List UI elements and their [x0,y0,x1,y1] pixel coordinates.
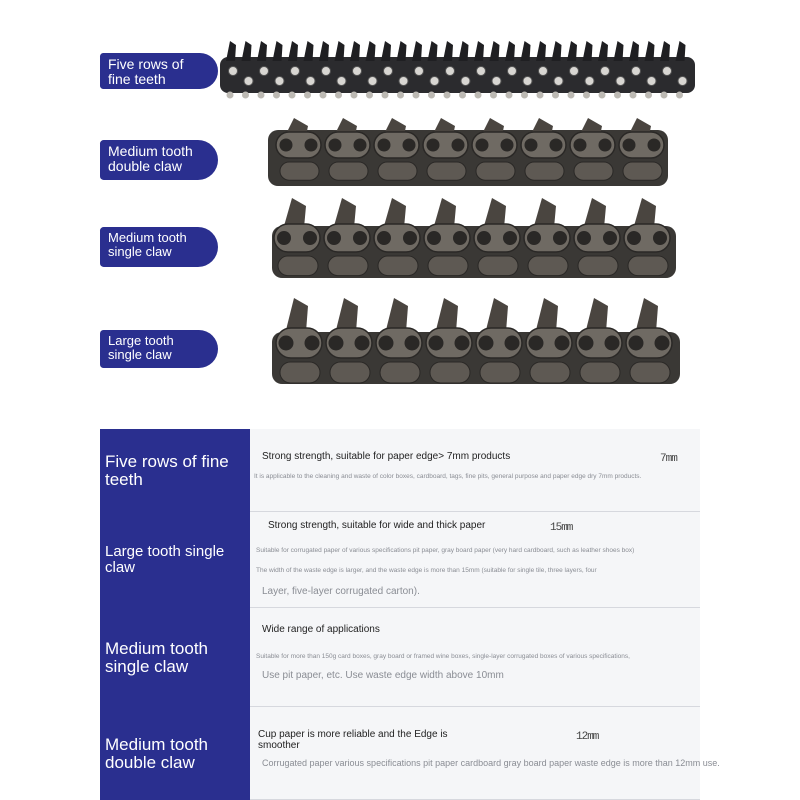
row-headline: Strong strength, suitable for wide and thick paper [268,520,486,531]
row-detail: It is applicable to the cleaning and waste of color boxes, cardboard, tags, fine pits, general purpose and paper edge dry 7mm products. [254,473,642,480]
row-label: Five rows of fine teeth [100,429,250,512]
row-label: Medium tooth double claw [100,707,250,800]
row-extra: Layer, five-layer corrugated carton). [262,586,420,597]
row-headline: Strong strength, suitable for paper edge> 7mm products [262,451,511,462]
label-large-tooth-single-claw: Large tooth single claw [100,330,218,368]
table-row [100,608,700,707]
chain-five-rows-image [220,35,695,107]
row-detail-overflow: Corrugated paper various specifications pit paper cardboard gray board paper waste edge is more than 12mm use. [262,758,720,768]
row-headline: Wide range of applications [262,624,380,635]
table-row [100,707,700,800]
row-label: Large tooth single claw [100,512,250,608]
row-tag: 7mm [660,453,677,465]
row-body [250,707,700,800]
row-body [250,429,700,512]
row-body [250,608,700,707]
chain-medium-single-image [268,196,680,286]
table-row [100,429,700,512]
row-detail: The width of the waste edge is larger, and the waste edge is more than 15mm (suitable for single tile, three layers, four [256,567,597,574]
label-medium-tooth-single-claw: Medium tooth single claw [100,227,218,267]
row-tag: 15mm [550,522,573,534]
table-row [100,512,700,608]
row-detail: Suitable for corrugated paper of various specifications pit paper, gray board paper (very hard cardboard, such as leather shoes box) [256,547,635,554]
row-extra: Use pit paper, etc. Use waste edge width above 10mm [262,670,504,681]
row-detail: Suitable for more than 150g card boxes, gray board or framed wine boxes, single-layer corrugated boxes of various specifications, [256,653,630,660]
label-five-rows-fine-teeth: Five rows of fine teeth [100,53,218,89]
chain-medium-double-image [258,112,678,194]
row-label: Medium tooth single claw [100,608,250,707]
row-body [250,512,700,608]
label-medium-tooth-double-claw: Medium tooth double claw [100,140,218,180]
chain-large-single-image [262,292,684,392]
row-headline: Cup paper is more reliable and the Edge is smoother [258,729,448,751]
row-tag: 12mm [576,731,599,743]
spec-table [100,429,700,800]
